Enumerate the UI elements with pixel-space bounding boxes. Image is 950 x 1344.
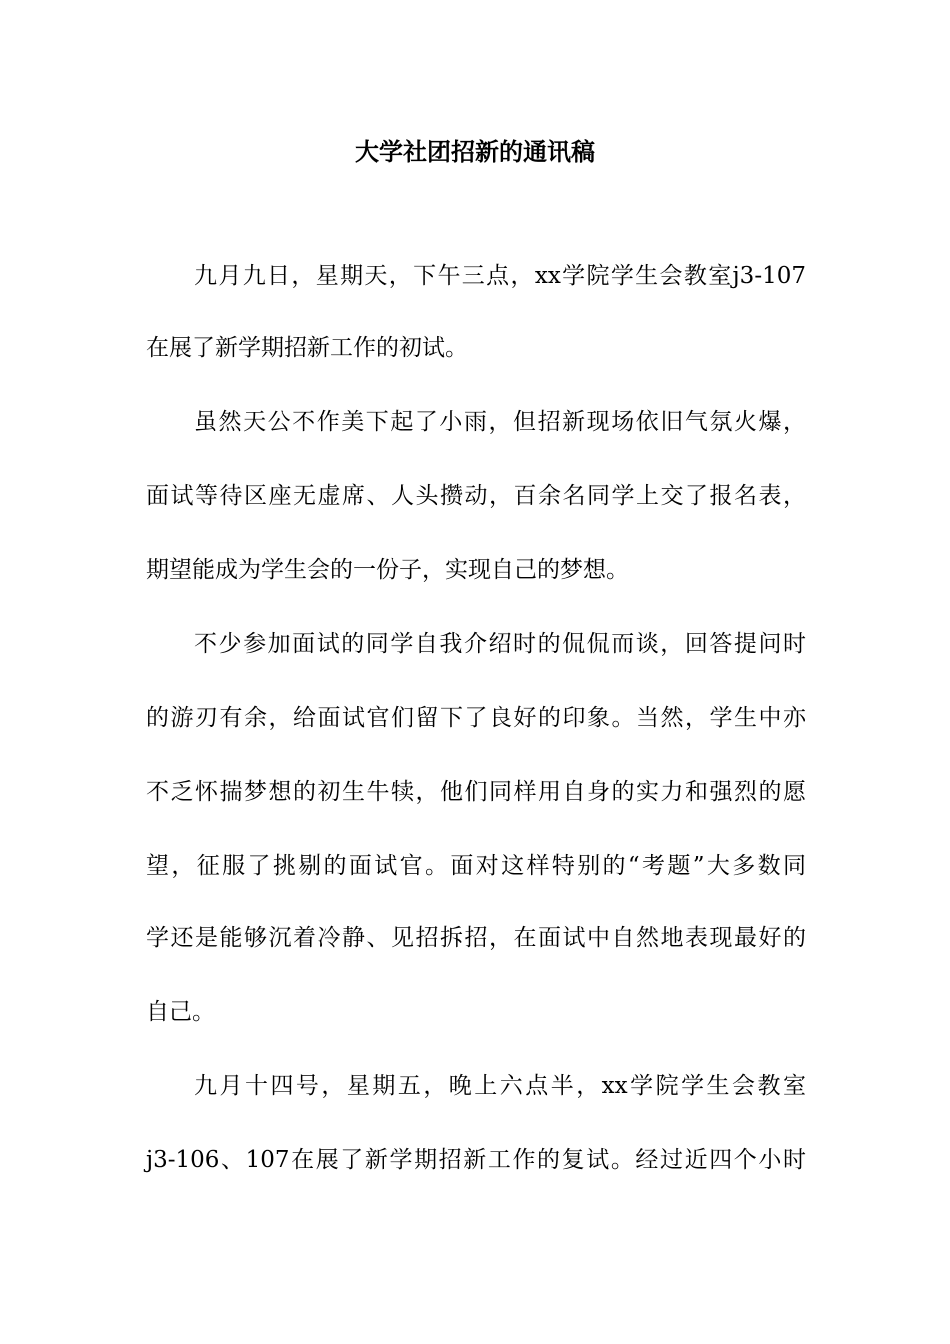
- paragraph-line: 虽然天公不作美下起了小雨，但招新现场依旧气氛火爆，: [194, 409, 806, 435]
- paragraph-line: 的游刃有余，给面试官们留下了良好的印象。当然，学生中亦: [146, 705, 806, 731]
- paragraph-line: 期望能成为学生会的一份子，实现自己的梦想。: [146, 557, 629, 583]
- paragraph-line: 不乏怀揣梦想的初生牛犊，他们同样用自身的实力和强烈的愿: [146, 779, 806, 805]
- paragraph-line: 不少参加面试的同学自我介绍时的侃侃而谈，回答提问时: [194, 631, 806, 657]
- paragraph-line: 面试等待区座无虚席、人头攒动，百余名同学上交了报名表，: [146, 483, 806, 509]
- paragraph-line: 在展了新学期招新工作的初试。: [146, 335, 468, 361]
- paragraph-line: 望，征服了挑剔的面试官。面对这样特别的“考题”大多数同: [146, 853, 806, 879]
- paragraph-line: j3-106、107在展了新学期招新工作的复试。经过近四个小时: [146, 1147, 806, 1173]
- paragraph-line: 学还是能够沉着冷静、见招拆招，在面试中自然地表现最好的: [146, 925, 806, 951]
- document-title: 大学社团招新的通讯稿: [355, 138, 595, 166]
- paragraph-line: 九月十四号，星期五，晚上六点半，xx学院学生会教室: [194, 1073, 806, 1099]
- paragraph-line: 自己。: [146, 999, 215, 1025]
- paragraph-line: 九月九日，星期天，下午三点，xx学院学生会教室j3-107: [194, 263, 806, 289]
